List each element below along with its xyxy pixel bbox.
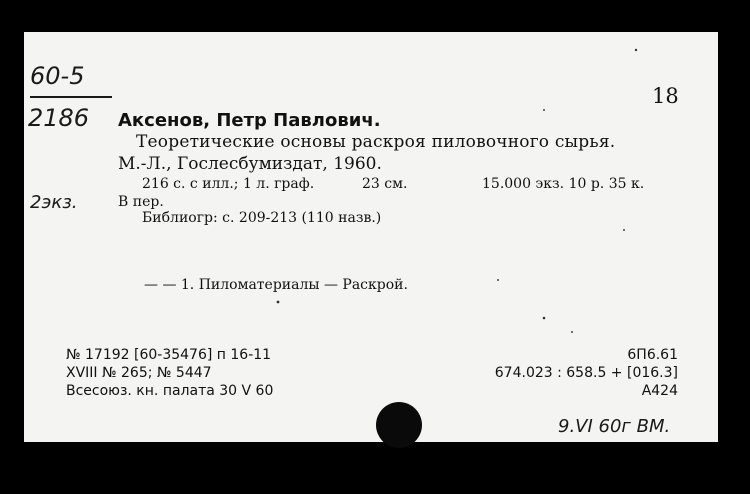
- footer-left-line: XVIII № 265; № 5447: [66, 365, 212, 381]
- catalog-card: [24, 32, 718, 442]
- handwritten-copies: 2экз.: [30, 192, 78, 213]
- footer-right-line: 674.023 : 658.5 + [016.3]: [494, 365, 678, 381]
- footer-left-line: № 17192 [60-35476] п 16-11: [66, 347, 272, 363]
- bibliography-note: Библиогр: с. 209-213 (110 назв.): [142, 210, 382, 226]
- title-line-1: Теоретические основы раскроя пиловочного сырья.: [136, 132, 616, 152]
- handwritten-shelfmark-top: 60-5: [30, 62, 85, 90]
- footer-right-line: 6П6.61: [627, 347, 678, 363]
- collation: 216 с. с илл.; 1 л. граф.: [142, 176, 315, 192]
- binding: В пер.: [118, 194, 164, 210]
- size: 23 см.: [362, 176, 408, 192]
- title-line-2: М.-Л., Гослесбумиздат, 1960.: [118, 154, 382, 174]
- scan-specks: [24, 32, 718, 442]
- handwritten-shelfmark-bottom: 2186: [28, 104, 90, 132]
- author-heading: Аксенов, Петр Павлович.: [118, 110, 381, 131]
- subject-tracing: — — 1. Пиломатериалы — Раскрой.: [144, 277, 408, 293]
- print-run-price: 15.000 экз. 10 р. 35 к.: [482, 176, 645, 192]
- footer-right-line: А424: [641, 383, 678, 399]
- footer-left-line: Всесоюз. кн. палата 30 V 60: [66, 383, 274, 399]
- card-number: 18: [652, 84, 679, 108]
- handwritten-date-note: 9.VI 60г ВМ.: [558, 416, 671, 437]
